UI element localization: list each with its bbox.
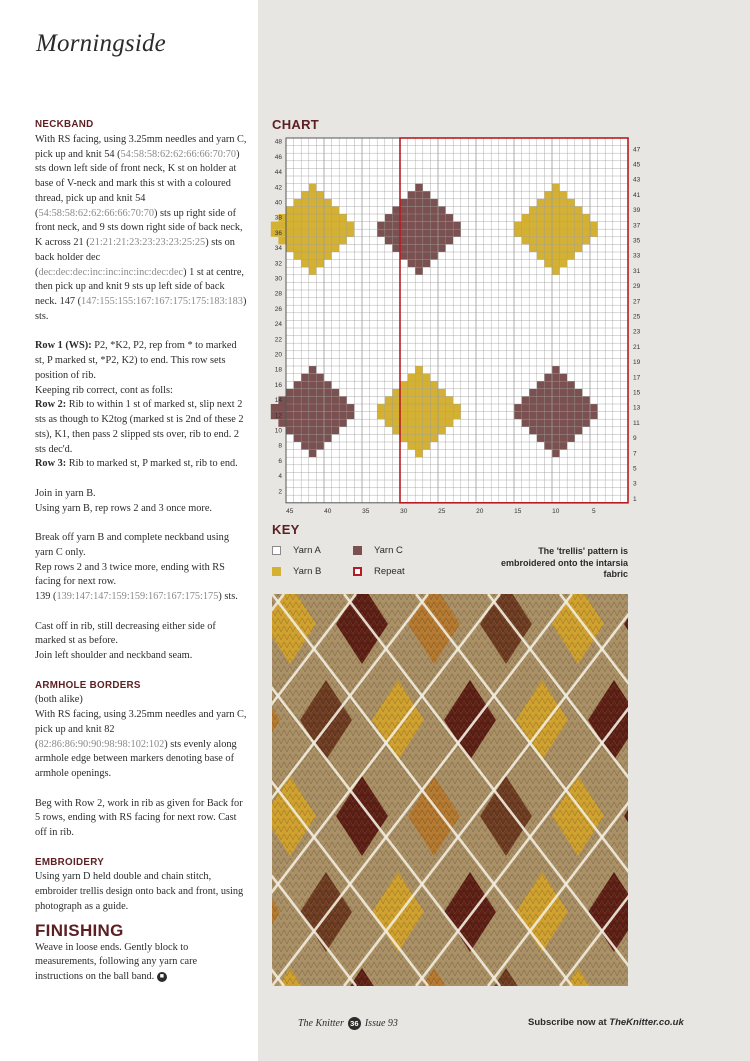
y-tick-left: 44 (274, 169, 282, 177)
diamond-6-row-36 (514, 229, 598, 237)
diamond-5-row-41 (408, 191, 431, 199)
rep-b-text: Using yarn B, rep rows 2 and 3 once more. (35, 502, 213, 514)
y-tick-left: 12 (274, 412, 282, 420)
y-tick-right: 7 (633, 450, 637, 458)
diamond-3-row-10 (529, 427, 582, 435)
join-seam-text: Join left shoulder and neckband seam. (35, 650, 193, 661)
x-tick: 30 (400, 507, 408, 515)
x-tick: 10 (552, 507, 560, 515)
embroidery-heading: EMBROIDERY (35, 856, 105, 868)
magazine-name: The Knitter (298, 1018, 344, 1029)
y-tick-right: 29 (633, 283, 641, 291)
x-tick: 40 (324, 507, 332, 515)
page-number: 36 (348, 1017, 361, 1030)
diamond-4-row-31 (309, 267, 317, 275)
text-run: ) sts. (35, 296, 247, 322)
text-run: ) sts. (218, 591, 238, 602)
diamond-6-row-41 (544, 191, 567, 199)
size-values: 21:21:21:23:23:23:23:25:25 (89, 237, 206, 248)
footer-magazine (298, 1017, 398, 1030)
cast-off-text: Cast off in rib, still decreasing either side of marked st as before. (35, 620, 216, 647)
size-values: 54:58:58:62:62:66:66:70:70 (120, 148, 237, 160)
row1-text (35, 339, 247, 383)
armhole-rib-text: Beg with Row 2, work in rib as given for Back for 5 rows, ending with RS facing for next row. Cast off in rib. (35, 797, 243, 838)
y-tick-left: 26 (274, 305, 282, 313)
diamond-6-row-33 (537, 252, 575, 260)
issue-number: Issue 93 (364, 1018, 398, 1029)
y-tick-left: 30 (274, 275, 282, 283)
key-label: Yarn B (293, 566, 322, 577)
text-run: Rib to within 1 st of marked st, slip next 2 sts as though to K2tog (marked st is 2nd of these 2 sts), K1, then pass 2 slipped sts over, rib to end. 2 sts dec'd. (35, 399, 244, 455)
key-repeat (353, 566, 405, 577)
y-tick-left: 16 (274, 381, 282, 389)
text-run: ) sts on back holder dec ( (35, 237, 235, 278)
diamond-6-row-38 (522, 214, 590, 222)
diamond-3-row-13 (514, 404, 598, 412)
diamond-2-row-7 (415, 450, 423, 458)
y-tick-left: 10 (274, 427, 282, 435)
chart-heading: CHART (272, 117, 319, 132)
diamond-4-row-40 (294, 199, 332, 207)
diamond-2-row-13 (377, 404, 461, 412)
photo-caption: The 'trellis' pattern is embroidered onto the intarsia fabric (500, 546, 628, 579)
text-run: ) sts up right side of front neck, and 9 sts down right side of back neck, K across 21 ( (35, 207, 243, 248)
knitting-chart (258, 132, 650, 520)
diamond-4-row-34 (286, 244, 339, 252)
y-tick-right: 23 (633, 328, 641, 336)
diamond-2-row-8 (408, 442, 431, 450)
diamond-5-row-37 (377, 222, 461, 230)
diamond-6-row-37 (514, 222, 598, 230)
y-tick-left: 6 (278, 457, 282, 465)
diamond-3-row-12 (514, 412, 598, 420)
text-run: 139 ( (35, 591, 57, 602)
x-tick: 15 (514, 507, 522, 515)
y-tick-right: 47 (633, 146, 641, 154)
y-tick-right: 27 (633, 298, 641, 306)
y-tick-left: 36 (274, 229, 282, 237)
finishing-text (35, 941, 247, 985)
y-tick-right: 17 (633, 374, 641, 382)
diamond-4-row-38 (278, 214, 346, 222)
key-heading: KEY (272, 522, 300, 537)
diamond-3-row-7 (552, 450, 560, 458)
y-tick-left: 24 (274, 321, 282, 329)
diamond-2-row-9 (400, 434, 438, 442)
diamond-1-row-15 (286, 389, 339, 397)
y-tick-right: 13 (633, 404, 641, 412)
y-tick-left: 14 (274, 397, 282, 405)
y-tick-right: 45 (633, 161, 641, 169)
key-label: Repeat (374, 566, 405, 577)
y-tick-right: 11 (633, 419, 640, 427)
diamond-5-row-38 (385, 214, 453, 222)
neckband-pickup-text (35, 133, 247, 325)
row-label: Row 2: (35, 399, 67, 411)
key-yarn-a (272, 545, 321, 556)
diamond-1-row-14 (278, 396, 346, 404)
y-tick-left: 4 (278, 473, 282, 481)
diamond-3-row-16 (537, 381, 575, 389)
row3-text (35, 457, 247, 472)
diamond-3-row-18 (552, 366, 560, 374)
x-tick: 45 (286, 507, 294, 515)
diamond-3-row-15 (529, 389, 582, 397)
text-run: Rib to marked st, P marked st, rib to end. (66, 458, 238, 470)
row-label: Row 1 (WS): (35, 340, 92, 352)
diamond-6-row-40 (537, 199, 575, 207)
diamond-4-row-32 (301, 260, 324, 268)
diamond-3-row-8 (544, 442, 567, 450)
diamond-2-row-17 (408, 374, 431, 382)
rep-twice-text: Rep rows 2 and 3 twice more, ending with RS facing for next row. (35, 561, 225, 588)
y-tick-left: 18 (274, 366, 282, 374)
join-b-text: Join in yarn B. (35, 487, 96, 499)
y-tick-right: 39 (633, 207, 641, 215)
knitted-fabric-photo (272, 594, 628, 986)
y-tick-right: 15 (633, 389, 641, 397)
size-values: 54:58:58:62:62:66:66:70:70 (38, 207, 154, 219)
diamond-6-row-31 (552, 267, 560, 275)
y-tick-left: 2 (278, 488, 282, 496)
y-tick-left: 48 (274, 138, 282, 146)
y-tick-right: 19 (633, 359, 641, 367)
size-values: 139:147:147:159:159:167:167:175:175 (56, 591, 219, 602)
size-values: 147:155:155:167:167:175:175:183:183 (81, 296, 243, 307)
armhole-heading: ARMHOLE BORDERS (35, 679, 141, 691)
y-tick-right: 9 (633, 435, 637, 443)
y-tick-left: 38 (274, 214, 282, 222)
y-tick-left: 34 (274, 245, 282, 253)
y-tick-right: 5 (633, 465, 637, 473)
diamond-5-row-42 (415, 184, 423, 192)
diamond-4-row-35 (278, 237, 346, 245)
diamond-4-row-42 (309, 184, 317, 192)
diamond-5-row-40 (400, 199, 438, 207)
diamond-1-row-10 (286, 427, 339, 435)
y-tick-left: 8 (278, 442, 282, 450)
diamond-3-row-14 (522, 396, 590, 404)
y-tick-left: 28 (274, 290, 282, 298)
stitch-count-text (35, 590, 247, 605)
size-values: 82:86:86:90:90:98:98:102:102 (38, 738, 165, 750)
diamond-4-row-39 (286, 206, 339, 214)
diamond-4-row-41 (301, 191, 324, 199)
diamond-1-row-12 (271, 412, 355, 420)
x-tick: 25 (438, 507, 446, 515)
finishing-heading: FINISHING (35, 920, 124, 940)
embroidery-text: Using yarn D held double and chain stitch, embroider trellis design onto back and front, using photograph as a guide. (35, 871, 244, 912)
diamond-6-row-34 (529, 244, 582, 252)
x-tick: 5 (591, 507, 596, 515)
key-yarn-b (272, 566, 321, 577)
diamond-1-row-9 (294, 434, 332, 442)
diamond-6-row-32 (544, 260, 567, 268)
diamond-6-row-42 (552, 184, 560, 192)
text-run: With RS facing, using 3.25mm needles and yarn C, pick up and knit 82 ( (35, 709, 247, 750)
knit-texture (272, 594, 628, 986)
repeat-swatch (353, 567, 362, 576)
y-tick-right: 35 (633, 237, 641, 245)
y-tick-left: 22 (274, 336, 282, 344)
diamond-1-row-7 (309, 450, 317, 458)
y-tick-right: 37 (633, 222, 641, 230)
diamond-4-row-37 (271, 222, 355, 230)
end-mark-icon: ■ (157, 972, 167, 982)
instructions-column (35, 118, 247, 985)
diamond-3-row-17 (544, 374, 567, 382)
footer-subscribe (528, 1017, 684, 1028)
diamond-2-row-14 (385, 396, 453, 404)
text-run: P2, *K2, P2, rep from * to marked st, P marked st, *P2, K2) to end. This row sets position of rib. (35, 340, 237, 381)
y-tick-left: 46 (274, 153, 282, 161)
diamond-3-row-11 (522, 419, 590, 427)
text-run: ) 1 st at centre, then pick up and knit 9 sts up left side of back neck. 147 ( (35, 266, 244, 307)
diamond-1-row-17 (301, 374, 324, 382)
diamond-2-row-12 (377, 412, 461, 420)
row2-text (35, 398, 247, 457)
diamond-5-row-36 (377, 229, 461, 237)
text-run: ) sts evenly along armhole edge between markers denoting base of armhole openings. (35, 738, 237, 779)
text-run: With RS facing, using 3.25mm needles and yarn C, pick up and knit 54 ( (35, 133, 247, 160)
diamond-2-row-11 (385, 419, 453, 427)
diamond-1-row-8 (301, 442, 324, 450)
text-run: ) sts down left side of front neck, K st on holder at base of V-neck and mark this st with a coloured thread, pick up and knit 54 ( (35, 148, 240, 219)
y-tick-left: 40 (274, 199, 282, 207)
yarn-b-swatch (272, 567, 281, 576)
row-label: Row 3: (35, 458, 67, 470)
y-tick-right: 33 (633, 252, 641, 260)
diamond-5-row-31 (415, 267, 423, 275)
diamond-1-row-11 (278, 419, 346, 427)
y-tick-right: 3 (633, 480, 637, 488)
y-tick-right: 41 (633, 191, 641, 199)
armhole-sub: (both alike) (35, 694, 83, 706)
yarn-c-swatch (353, 546, 362, 555)
diamond-6-row-35 (522, 237, 590, 245)
page-title: Morningside (36, 30, 166, 57)
diamond-3-row-9 (537, 434, 575, 442)
diamond-6-row-39 (529, 206, 582, 214)
neckband-heading: NECKBAND (35, 119, 94, 130)
yarn-a-swatch (272, 546, 281, 555)
y-tick-right: 1 (633, 495, 637, 503)
y-tick-right: 25 (633, 313, 641, 321)
y-tick-right: 31 (633, 267, 641, 275)
size-values: dec:dec:dec:inc:inc:inc:inc:dec:dec (38, 266, 184, 278)
diamond-2-row-16 (400, 381, 438, 389)
x-tick: 20 (476, 507, 484, 515)
diamond-4-row-33 (294, 252, 332, 260)
diamond-1-row-13 (271, 404, 355, 412)
armhole-pickup-text (35, 708, 247, 782)
y-tick-left: 32 (274, 260, 282, 268)
y-tick-right: 43 (633, 176, 641, 184)
key-label: Yarn C (374, 545, 403, 556)
x-tick: 35 (362, 507, 370, 515)
website-link[interactable]: TheKnitter.co.uk (609, 1017, 684, 1028)
diamond-5-row-32 (408, 260, 431, 268)
text-run: Weave in loose ends. Gently block to measurements, following any yarn care instructions on the ball band. (35, 941, 198, 982)
key-yarn-c (353, 545, 403, 556)
diamond-5-row-33 (400, 252, 438, 260)
diamond-1-row-18 (309, 366, 317, 374)
y-tick-left: 20 (274, 351, 282, 359)
diamond-1-row-16 (294, 381, 332, 389)
diamond-2-row-18 (415, 366, 423, 374)
keeping-text: Keeping rib correct, cont as folls: (35, 384, 173, 396)
diamond-5-row-35 (385, 237, 453, 245)
key-label: Yarn A (293, 545, 321, 556)
subscribe-text: Subscribe now at (528, 1017, 610, 1028)
break-b-text: Break off yarn B and complete neckband using yarn C only. (35, 532, 229, 558)
diamond-4-row-36 (271, 229, 355, 237)
y-tick-left: 42 (274, 184, 282, 192)
y-tick-right: 21 (633, 343, 641, 351)
